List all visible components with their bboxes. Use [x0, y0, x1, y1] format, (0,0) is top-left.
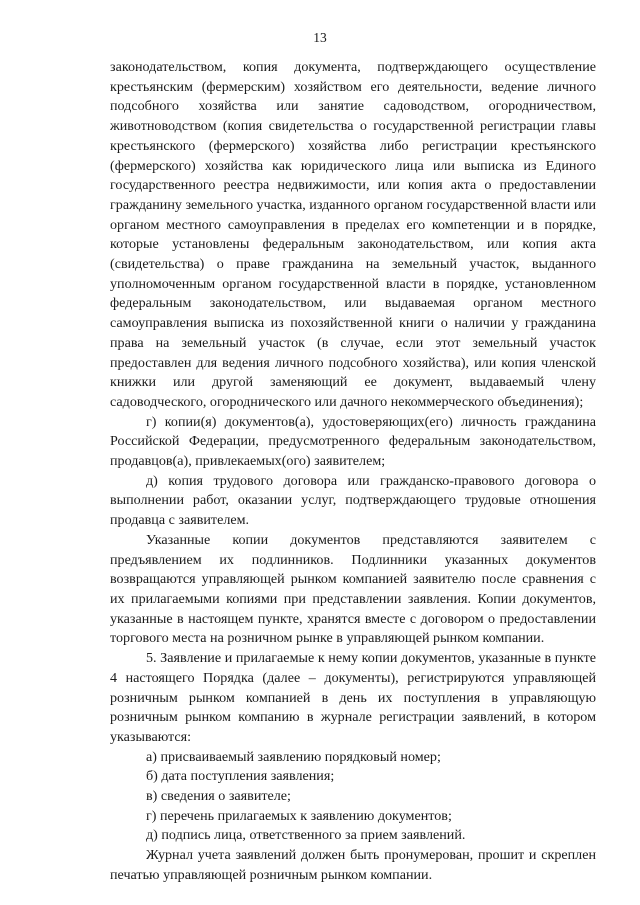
page-number: 13 [313, 30, 327, 45]
list-item-g: г) перечень прилагаемых к заявлению документов; [146, 807, 452, 824]
paragraph-journal: Журнал учета заявлений должен быть пронумерован, прошит и скреплен печатью управляющей розничным рынком компании. [110, 847, 596, 883]
paragraph-copies-note: Указанные копии документов представляются заявителем с предъявлением их подлинников. Подлинники указанных документов возвращаются управляющей рынком компанией заявителю после сравнения с их прилагаемыми копиями при представлении заявления. Копии документов, указанные в настоящем пункте, хранятся вместе с договором о предоставлении торгового места на розничном рынке в управляющей рынком компании. [110, 531, 596, 647]
paragraph-item-g: г) копии(я) документов(а), удостоверяющих(его) личность гражданина Российской Федерации, предусмотренного федеральным законодательством, продавцов(а), привлекаемых(ого) заявителем; [110, 413, 596, 470]
list-item-a: а) присваиваемый заявлению порядковый номер; [146, 748, 441, 765]
paragraph-item-d: д) копия трудового договора или гражданско-правового договора о выполнении работ, оказании услуг, подтверждающего трудовые отношения продавца с заявителем. [110, 472, 596, 529]
document-body [110, 58, 596, 886]
list-item-v: в) сведения о заявителе; [146, 788, 291, 805]
paragraph-continuation: законодательством, копия документа, подтверждающего осуществление крестьянским (фермерским) хозяйством его деятельности, ведение личного подсобного хозяйства или занятие садоводством, огородничеством, животноводством (копия свидетельства о государственной регистрации главы крестьянского (фермерского) хозяйства либо регистрации крестьянского (фермерского) хозяйства как юридического лица или выписка из Единого государственного реестра недвижимости, или копия акта о предоставлении гражданину земельного участка, изданного органом государственной власти или органом местного самоуправления в пределах его компетенции и в порядке, которые установлены федеральным законодательством, или копия акта (свидетельства) о праве гражданина на земельный участок, выданного уполномоченным органом государственной власти в порядке, установленном федеральным законодательством, или выдаваемая органом местного самоуправления выписка из похозяйственной книги о наличии у гражданина права на земельный участок (в случае, если этот земельный участок предоставлен для ведения личного подсобного хозяйства), или копия членской книжки или другой заменяющий ее документ, выдаваемый члену садоводческого, огороднического или дачного некоммерческого объединения); [110, 59, 596, 410]
list-item-d: д) подпись лица, ответственного за прием заявлений. [146, 827, 466, 844]
list-item-b: б) дата поступления заявления; [146, 768, 335, 785]
paragraph-section-5: 5. Заявление и прилагаемые к нему копии документов, указанные в пункте 4 настоящего Порядка (далее – документы), регистрируются управляющей розничным рынком компанией в день их поступления в управляющую розничным рынком компанию в журнале регистрации заявлений, в котором указываются: [110, 650, 596, 745]
